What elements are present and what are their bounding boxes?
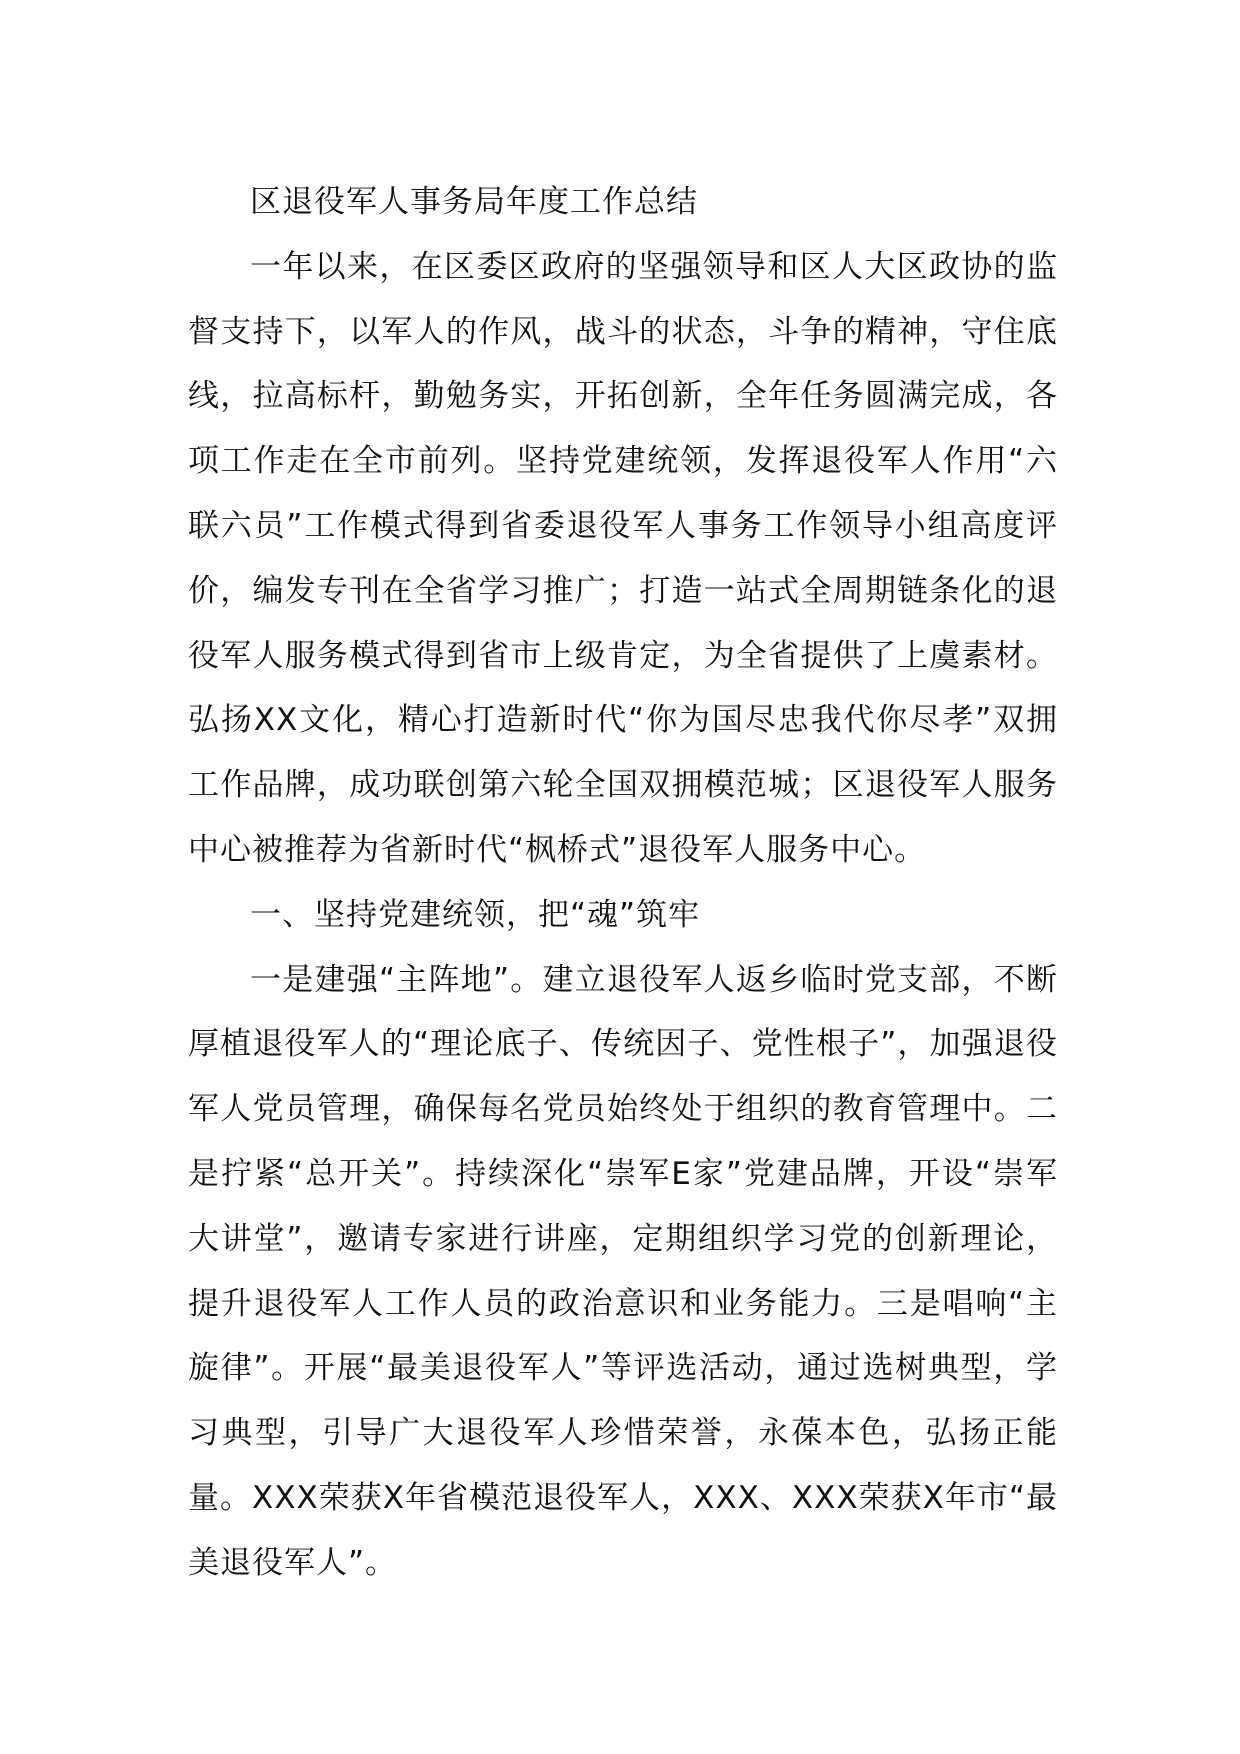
document-title: 区退役军人事务局年度工作总结 (250, 184, 698, 220)
document-body (188, 170, 1058, 1596)
intro-paragraph: 一年以来，在区委区政府的坚强领导和区人大区政协的监督支持下，以军人的作风，战斗的状态，斗争的精神，守住底线，拉高标杆，勤勉务实，开拓创新，全年任务圆满完成，各项工作走在全市前列。坚持党建统领，发挥退役军人作用“六联六员”工作模式得到省委退役军人事务工作领导小组高度评价，编发专刊在全省学习推广；打造一站式全周期链条化的退役军人服务模式得到省市上级肯定，为全省提供了上虞素材。弘扬XX文化，精心打造新时代“你为国尽忠我代你尽孝”双拥工作品牌，成功联创第六轮全国双拥模范城；区退役军人服务中心被推荐为省新时代“枫桥式”退役军人服务中心。 (188, 248, 1058, 868)
section-paragraph: 一是建强“主阵地”。建立退役军人返乡临时党支部，不断厚植退役军人的“理论底子、传统因子、党性根子”，加强退役军人党员管理，确保每名党员始终处于组织的教育管理中。二是拧紧“总开关”。持续深化“崇军E家”党建品牌，开设“崇军大讲堂”，邀请专家进行讲座，定期组织学习党的创新理论，提升退役军人工作人员的政治意识和业务能力。三是唱响“主旋律”。开展“最美退役军人”等评选活动，通过选树典型，学习典型，引导广大退役军人珍惜荣誉，永葆本色，弘扬正能量。XXX荣获X年省模范退役军人，XXX、XXX荣获X年市“最美退役军人”。 (188, 961, 1058, 1581)
section-heading: 一、坚持党建统领，把“魂”筑牢 (250, 896, 701, 933)
